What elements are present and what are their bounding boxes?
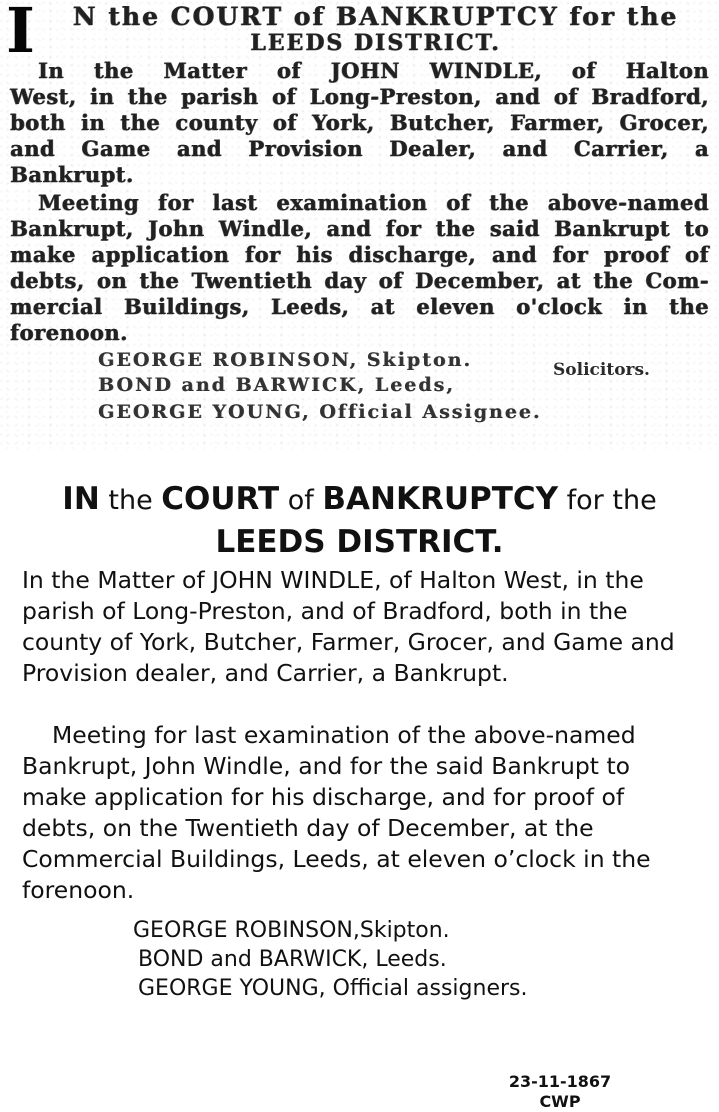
scan-body-line: and Game and Provision Dealer, and Carrier, a [10, 136, 709, 161]
title-court: COURT [161, 481, 280, 517]
scan-heading-line1: N the COURT of BANKRUPTCY for the [72, 2, 679, 31]
title-of: of [279, 485, 323, 516]
scan-body-line: Meeting for last examination of the above-named [38, 190, 709, 215]
footer-initials: CWP [539, 1092, 581, 1111]
newspaper-scan [0, 0, 719, 450]
scan-solicitors-label: Solicitors. [553, 360, 650, 380]
scan-body-line: Bankrupt. [10, 162, 134, 187]
signatures [133, 916, 527, 1003]
scan-body-line: Bankrupt, John Windle, and for the said Bankrupt to [10, 216, 709, 241]
scan-body-line: forenoon. [10, 320, 128, 345]
title-bankruptcy: BANKRUPTCY [322, 481, 559, 517]
scan-signature: BOND and BARWICK, Leeds, [98, 374, 455, 396]
scan-body-line: mercial Buildings, Leeds, at eleven o'clock in the [10, 294, 709, 319]
title-the: the [99, 485, 162, 516]
scan-body-line: both in the county of York, Butcher, Farmer, Grocer, [10, 110, 709, 135]
footer-credit [495, 1072, 625, 1112]
scan-body-line: In the Matter of JOHN WINDLE, of Halton [38, 58, 709, 83]
signature-young: GEORGE YOUNG, Official assigners. [138, 976, 528, 1001]
paragraph-matter [22, 565, 702, 689]
scan-signature: GEORGE ROBINSON, Skipton. [98, 349, 472, 371]
scan-body-line: make application for his discharge, and for proof of [10, 242, 709, 267]
signature-bond-barwick: BOND and BARWICK, Leeds. [138, 947, 447, 972]
signature-robinson: GEORGE ROBINSON,Skipton. [133, 918, 450, 943]
scan-body-line: debts, on the Twentieth day of December, at the Com- [10, 268, 709, 293]
paragraph-matter-text: In the Matter of JOHN WINDLE, of Halton West, in the parish of Long-Preston, and of Bradford, both in the county of York, Butcher, Farmer, Grocer, and Game and Provision dealer, and Carrier, a Bankrupt. [22, 566, 675, 687]
scan-signature: GEORGE YOUNG, Official Assignee. [98, 401, 542, 423]
paragraph-meeting [22, 720, 702, 906]
paragraph-meeting-text: Meeting for last examination of the above-named Bankrupt, John Windle, and for the said Bankrupt to make application for his discharge, and for proof of debts, on the Twentieth day of December, at the Commercial Buildings, Leeds, at eleven o’clock in the forenoon. [22, 721, 651, 904]
transcription-title [0, 482, 719, 518]
title-district: LEEDS DISTRICT. [215, 524, 504, 560]
drop-cap: I [6, 0, 36, 67]
scan-body-line: West, in the parish of Long-Preston, and of Bradford, [10, 84, 709, 109]
scan-heading-line2: LEEDS DISTRICT. [250, 30, 501, 56]
title-in: IN [62, 481, 100, 517]
footer-date: 23-11-1867 [508, 1072, 612, 1091]
title-for-the: for the [558, 485, 657, 516]
